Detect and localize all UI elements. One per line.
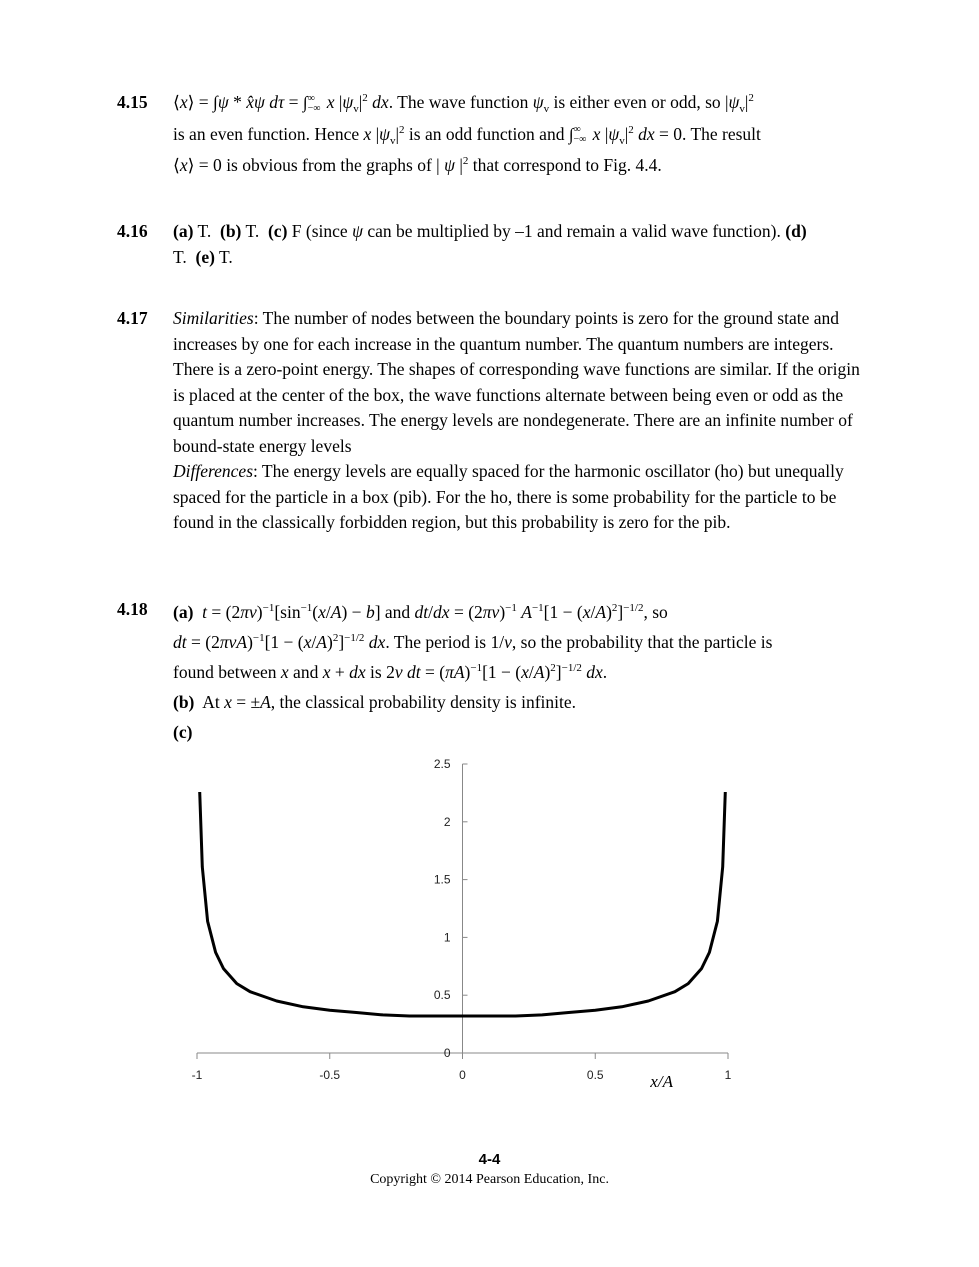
x-tick-label: 0.5 — [586, 1068, 604, 1082]
x-tick-label: 1 — [724, 1068, 732, 1082]
similarities: Similarities: The number of nodes between the boundary points is zero for the ground state and increases by one for each increase in the quantum number. The quantum numbers are integers. There is a zero-point energy. The shapes of corresponding wave functions are similar. If the origin is placed at the center of the box, the wave functions alternate between being even or odd as the quantum number increases. The energy levels are nondegenerate. There are an infinite number of bound-state energy levels — [173, 308, 860, 456]
y-tick-label: 1.5 — [433, 872, 451, 887]
part-a-line-3: found between x and x + dx is 2ν dt = $(\pi A)^{-1}[1 - (x/A)^2]^{-1/2}$ dx. — [173, 662, 608, 682]
problem-number: 4.18 — [117, 599, 148, 619]
copyright: Copyright © 2014 Pearson Education, Inc. — [370, 1172, 609, 1187]
part-c: (c) — [173, 722, 193, 742]
y-tick-label: 1 — [443, 930, 451, 945]
problem-body — [173, 306, 861, 536]
y-tick-label: 0 — [443, 1046, 451, 1060]
problem-number: 4.15 — [117, 92, 148, 112]
problem-body — [173, 597, 873, 747]
differences: Differences: The energy levels are equally spaced for the harmonic oscillator (ho) but unequally spaced for the particle in a box (pib). For the ho, there is some probability for the particle to be found in the classically forbidden region, but this probability is zero for the pib. — [173, 461, 844, 532]
equation-expectation: ⟨x⟩ = ∫ψ * x̂ψ dτ = ∫ ∞ −∞ x $|\psi_v|^2$ dx. — [173, 92, 394, 115]
y-tick-label: 2 — [443, 814, 451, 829]
problem-number: 4.17 — [117, 308, 148, 328]
x-tick-label: -1 — [191, 1068, 203, 1082]
page-number: 4-4 — [478, 1151, 501, 1168]
y-tick-label: 2.5 — [433, 757, 451, 771]
problem-body — [173, 90, 873, 179]
y-tick-label: 0.5 — [433, 988, 451, 1003]
x-tick-label: -0.5 — [319, 1068, 341, 1082]
problem-body: (a) T. (b) T. (c) F (since ψ can be multiplied by –1 and remain a valid wave function). (d) T. (e) T. — [173, 221, 807, 267]
part-a-line-1: (a) $t = (2\pi\nu)^{-1}[\sin^{-1}(x/A) - b]$ and $dt/dx = (2\pi\nu)^{-1}$ $A^{-1}[1 - (x/A)^2]^{-1/2}$, so — [173, 602, 668, 622]
part-a-line-2: dt = $(2\pi\nu A)^{-1}[1 - (x/A)^2]^{-1/2}$ dx. The period is 1/ν, so the probability that the particle is — [173, 632, 773, 652]
part-b: (b) At x = ±A, the classical probability density is infinite. — [173, 692, 576, 712]
line-2: is an even function. Hence x $|\psi_v|^2$ is an odd function and ∫ ∞ −∞ x $|\psi_v|^2$ dx = 0. The result — [173, 123, 761, 147]
line-1: ⟨x⟩ = ∫ψ * x̂ψ dτ = ∫ ∞ −∞ x $|\psi_v|^2$ dx. The wave function $\psi_v$ is either even or odd, so $|\psi_v|^2$ — [173, 92, 754, 115]
problem-number: 4.16 — [117, 221, 148, 241]
x-axis-label: x/A — [650, 1072, 673, 1091]
x-tick-label: 0 — [459, 1068, 466, 1082]
probability-density-chart — [180, 752, 750, 1097]
line-3: ⟨x⟩ = 0 is obvious from the graphs of | ψ $|^2$ that correspond to Fig. 4.4. — [173, 155, 662, 175]
